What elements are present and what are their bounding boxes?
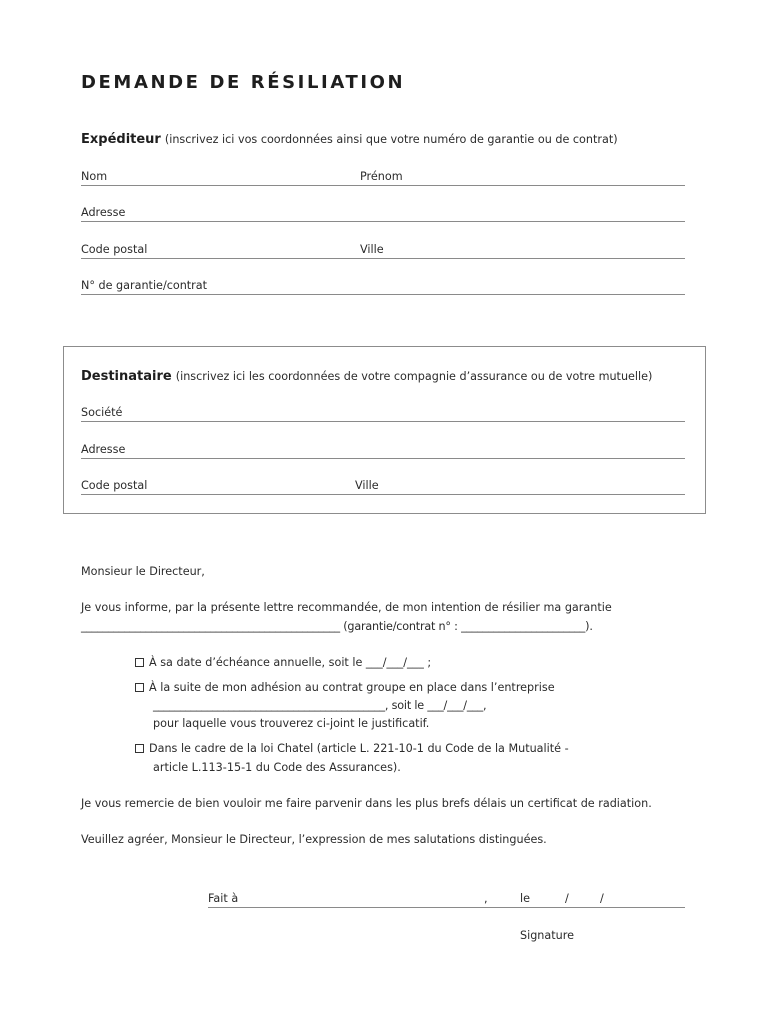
expediteur-hint: (inscrivez ici vos coordonnées ainsi que votre numéro de garantie ou de contrat)	[164, 133, 618, 146]
societe-field-line[interactable]	[81, 421, 685, 422]
page-title: DEMANDE DE RÉSILIATION	[81, 72, 406, 93]
option-echeance-text: À sa date d’échéance annuelle, soit le ___/___/___ ;	[149, 656, 432, 669]
intro-line-1: Je vous informe, par la présente lettre recommandée, de mon intention de résilier ma garantie	[81, 601, 612, 614]
option-loi-chatel-text-1: Dans le cadre de la loi Chatel (article L. 221-10-1 du Code de la Mutualité -	[149, 742, 569, 755]
expediteur-heading	[81, 132, 618, 147]
checkbox-contrat-groupe[interactable]	[135, 683, 144, 692]
destinataire-heading	[81, 369, 652, 384]
garantie-field-line[interactable]	[81, 294, 685, 295]
code-postal-label: Code postal	[81, 243, 148, 256]
checkbox-echeance[interactable]	[135, 658, 144, 667]
option-loi-chatel[interactable]	[135, 742, 569, 755]
date-slash-1: /	[565, 892, 569, 905]
adresse-field-line[interactable]	[81, 221, 685, 222]
dest-code-postal-ville-field-line[interactable]	[81, 494, 685, 495]
checkbox-loi-chatel[interactable]	[135, 744, 144, 753]
destinataire-hint: (inscrivez ici les coordonnées de votre compagnie d’assurance ou de votre mutuelle)	[175, 370, 653, 383]
option-contrat-groupe-text-1: À la suite de mon adhésion au contrat groupe en place dans l’entreprise	[149, 681, 555, 694]
thanks-paragraph: Je vous remercie de bien vouloir me faire parvenir dans les plus brefs délais un certificat de radiation.	[81, 797, 652, 810]
dest-code-postal-label: Code postal	[81, 479, 148, 492]
date-le-label: le	[520, 892, 530, 905]
option-contrat-groupe[interactable]	[135, 681, 555, 694]
fait-a-date-field-line[interactable]	[208, 907, 685, 908]
adresse-label: Adresse	[81, 206, 126, 219]
fait-a-comma: ,	[484, 892, 488, 905]
nom-prenom-field-line[interactable]	[81, 185, 685, 186]
option-contrat-groupe-text-3: pour laquelle vous trouverez ci-joint le justificatif.	[153, 717, 430, 730]
option-loi-chatel-text-2: article L.113-15-1 du Code des Assurances).	[153, 761, 401, 774]
fait-a-label: Fait à	[208, 892, 239, 905]
option-echeance[interactable]	[135, 656, 431, 669]
prenom-label: Prénom	[360, 170, 403, 183]
dest-adresse-label: Adresse	[81, 443, 126, 456]
dest-ville-label: Ville	[355, 479, 379, 492]
closing-paragraph: Veuillez agréer, Monsieur le Directeur, l’expression de mes salutations distinguées.	[81, 833, 547, 846]
nom-label: Nom	[81, 170, 108, 183]
ville-label: Ville	[360, 243, 384, 256]
destinataire-title: Destinataire	[81, 369, 172, 384]
expediteur-title: Expéditeur	[81, 132, 161, 147]
garantie-label: N° de garantie/contrat	[81, 279, 208, 292]
intro-line-2[interactable]: ________________________________________________ (garantie/contrat n° : _______________________).	[81, 620, 593, 633]
signature-label: Signature	[520, 929, 574, 942]
date-slash-2: /	[600, 892, 604, 905]
option-contrat-groupe-text-2[interactable]: ___________________________________________, soit le ___/___/___,	[153, 699, 487, 712]
societe-label: Société	[81, 406, 123, 419]
dest-adresse-field-line[interactable]	[81, 458, 685, 459]
salutation: Monsieur le Directeur,	[81, 565, 205, 578]
code-postal-ville-field-line[interactable]	[81, 258, 685, 259]
